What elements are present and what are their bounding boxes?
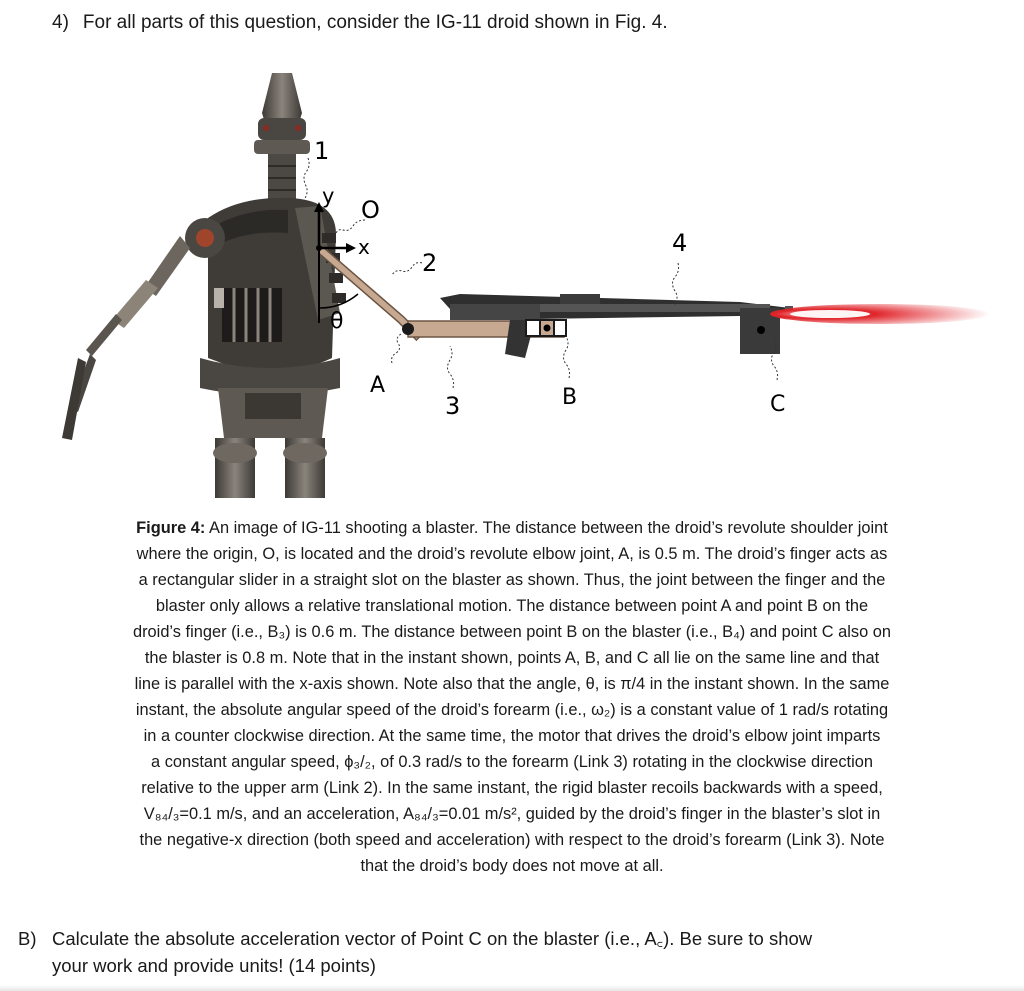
- caption-line-10: a constant angular speed, ϕ₃/₂, of 0.3 rad/s to the forearm (Link 3) rotating in the clockwise direction: [151, 753, 873, 771]
- label-link-3: 3: [445, 392, 461, 420]
- label-y-axis: y: [322, 184, 335, 208]
- label-point-c: C: [770, 392, 786, 417]
- question-heading: [52, 12, 668, 34]
- caption-line-12: V₈₄/₃=0.1 m/s, and an acceleration, A₈₄/₃=0.01 m/s², guided by the droid’s finger in the blaster’s slot in: [143, 805, 881, 823]
- part-b-question: [18, 925, 1008, 979]
- part-b-line-1: B) Calculate the absolute acceleration vector of Point C on the blaster (i.e., A꜀). Be sure to show: [18, 925, 1008, 952]
- figure-4-image: [40, 58, 1000, 498]
- label-point-b: B: [562, 385, 578, 410]
- caption-line-9: in a counter clockwise direction. At the same time, the motor that drives the droid’s elbow joint imparts: [143, 727, 881, 745]
- label-x-axis: x: [358, 235, 370, 259]
- caption-line-8: instant, the absolute angular speed of the droid’s forearm (i.e., ω₂) is a constant value of 1 rad/s rotating: [135, 701, 889, 719]
- figure-caption: [52, 515, 972, 879]
- part-b-label: B): [18, 928, 37, 949]
- part-b-line-2: your work and provide units! (14 points): [52, 955, 376, 976]
- caption-line-7: line is parallel with the x-axis shown. Note also that the angle, θ, is π/4 in the instant shown. In the same: [134, 675, 890, 693]
- caption-line-2: where the origin, O, is located and the droid’s revolute elbow joint, A, is 0.5 m. The droid’s finger acts as: [136, 545, 888, 563]
- question-text: For all parts of this question, consider the IG-11 droid shown in Fig. 4.: [82, 12, 668, 33]
- droid-illustration: [62, 73, 346, 498]
- label-link-2: 2: [422, 249, 438, 277]
- caption-line-13: the negative-x direction (both speed and acceleration) with respect to the droid’s forearm (Link 3). Note: [139, 831, 885, 849]
- label-theta: θ: [330, 309, 344, 334]
- caption-line-3: a rectangular slider in a straight slot on the blaster as shown. Thus, the joint between the finger and the: [138, 571, 886, 589]
- page-bottom-shadow: [0, 985, 1024, 991]
- caption-label: Figure 4:: [136, 519, 206, 537]
- label-link-4: 4: [672, 229, 688, 257]
- question-number: 4): [52, 12, 69, 33]
- label-origin: O: [361, 196, 380, 224]
- caption-line-5: droid’s finger (i.e., B₃) is 0.6 m. The distance between point B on the blaster (i.e., B₄) and point C also on: [132, 623, 892, 641]
- caption-line-14: that the droid’s body does not move at all.: [360, 857, 664, 875]
- caption-line-6: the blaster is 0.8 m. Note that in the instant shown, points A, B, and C all lie on the same line and that: [144, 649, 880, 667]
- caption-line-4: blaster only allows a relative translational motion. The distance between point A and point B on the: [155, 597, 869, 615]
- caption-line-11: relative to the upper arm (Link 2). In the same instant, the rigid blaster recoils backwards with a speed,: [141, 779, 883, 797]
- point-c-joint: [757, 326, 765, 334]
- label-link-1: 1: [314, 137, 330, 165]
- point-b-joint: [544, 325, 551, 332]
- caption-line-1: Figure 4: An image of IG-11 shooting a blaster. The distance between the droid’s revolute shoulder joint: [136, 519, 888, 537]
- label-point-a: A: [370, 373, 386, 398]
- point-a-joint: [402, 323, 414, 335]
